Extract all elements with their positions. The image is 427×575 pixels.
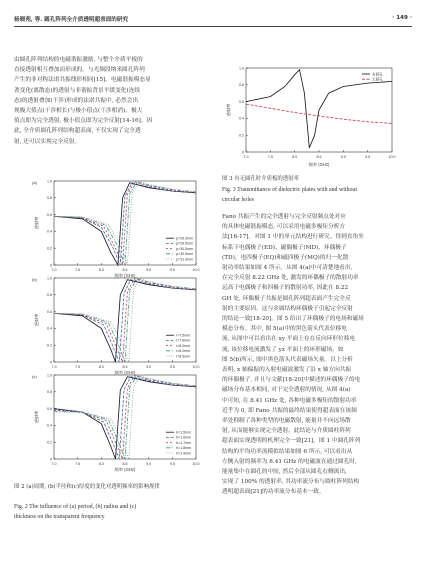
- x-axis-label: 频率 (GHz): [114, 273, 136, 278]
- fig2-caption-en-1: Fig. 2 The influence of (a) period, (b) radius and (c): [14, 504, 137, 510]
- fig3-caption-zh: 图 3 有无圆孔时介质板的透射率: [222, 176, 299, 182]
- body-text-line: 由圆孔阵列结构的电磁谐振激励, 与整个介质平板的: [14, 57, 143, 63]
- legend-label: h=1.7mm: [176, 440, 192, 445]
- fig2-caption-en-2: thickness on the transparent frequency: [14, 514, 105, 520]
- x-tick-label: 9.0: [146, 462, 152, 466]
- x-tick-label: 7.0: [51, 365, 57, 369]
- y-tick-label: 0.2: [47, 343, 52, 348]
- x-tick-label: 7.5: [75, 268, 81, 272]
- x-tick-label: 8.0: [98, 462, 104, 466]
- y-tick-label: 0.8: [47, 196, 52, 201]
- y-axis-label: 透射率: [226, 103, 231, 117]
- y-tick-label: 0: [50, 457, 52, 462]
- legend-label: p=30.0mm: [176, 246, 194, 251]
- legend-label: p=29.0mm: [176, 236, 194, 241]
- y-tick-label: 0.4: [47, 326, 52, 331]
- body-text-line: (TD)、电四极子(EQ)和磁四极子(MQ)的归一化散: [222, 254, 349, 261]
- series-line: [54, 183, 196, 265]
- y-axis-label: 透射率: [34, 313, 39, 327]
- y-tick-label: 0.4: [47, 229, 52, 234]
- x-tick-label: 8.5: [122, 365, 128, 369]
- x-tick-label: 10.0: [192, 462, 200, 466]
- legend-label: r=8.2mm: [176, 349, 191, 354]
- x-tick-label: 7.5: [75, 365, 81, 369]
- x-tick-label: 8.0: [98, 365, 104, 369]
- legend-label: 无圆孔: [372, 77, 383, 82]
- fig3-caption-en-2: circular holes: [222, 197, 254, 203]
- y-tick-label: 0.8: [239, 83, 244, 88]
- y-tick-label: 1.0: [239, 66, 244, 71]
- x-tick-label: 8.5: [316, 155, 322, 159]
- running-header: [14, 13, 412, 25]
- body-text-line: 能量集中在圆孔的中间, 然后全部从圆孔右侧流出,: [222, 469, 347, 476]
- body-text-line: 著变化(离散态)的透射与非谐振背景平缓变化(连续: [14, 87, 141, 94]
- page-number: · 149 ·: [392, 15, 412, 21]
- x-tick-label: 8.0: [292, 155, 298, 159]
- body-text-line: 态)的透射叠加(干涉)形成的法诺共振中, 必然会出: [14, 97, 139, 104]
- panel-label: (c): [32, 374, 37, 379]
- body-text-line: 射功率结果如图 4 所示。从图 4(a)中可清楚地看出,: [222, 265, 353, 272]
- body-text-line: 左侧入射的频率为 8.41 GHz 的电磁波在通过圆孔时,: [222, 458, 357, 465]
- body-text-line: 现极大值点(干涉相长)与极小值点(干涉相消)。极大: [14, 108, 143, 115]
- right-column-text: [222, 212, 412, 498]
- body-text-line: 法[16-17]。对图 1 中的单元结构进行研究。得到直角坐: [222, 234, 364, 241]
- body-text-line: 中可知, 在 8.41 GHz 处, 各种电磁多极矩的散射功率: [222, 397, 357, 404]
- x-tick-label: 9.5: [365, 155, 371, 159]
- y-tick-label: 0.2: [47, 246, 52, 251]
- legend-label: h=1.5mm: [176, 430, 192, 435]
- x-tick-label: 7.0: [51, 268, 57, 272]
- x-tick-label: 9.0: [340, 155, 346, 159]
- x-tick-label: 9.0: [146, 365, 152, 369]
- body-text-line: 值点即为完全透射, 极小值点即为完全反射[14-16]。因: [14, 118, 153, 125]
- y-tick-label: 0.8: [47, 293, 52, 298]
- y-tick-label: 0.2: [239, 133, 244, 138]
- y-tick-label: 0: [242, 150, 244, 155]
- series-line: [54, 182, 196, 265]
- x-tick-label: 7.0: [243, 155, 249, 159]
- panel-label: (b): [32, 277, 37, 282]
- body-text-line: 射, 还可以实现完全反射。: [14, 138, 81, 145]
- legend-label: h=1.9mm: [176, 451, 192, 456]
- body-text-line: 射, 从而能够实现完全透射。此结论与介质圆柱阵列: [222, 428, 351, 435]
- body-text-line: 实现了 100% 的透射率, 其功率流分布与圆柱阵列结构: [222, 479, 360, 486]
- body-text-line: 的结论一致[18-20]。图 5 给出了环偶极子的电场和磁场: [222, 316, 364, 323]
- x-tick-label: 9.5: [169, 365, 175, 369]
- body-text-line: 射的主要原因。这与金属结构环偶极子引起完全反射: [222, 305, 353, 312]
- legend-label: r=8.0mm: [176, 343, 191, 348]
- x-tick-label: 10.0: [388, 155, 396, 159]
- left-column-text: [14, 55, 208, 147]
- legend-label: h=1.6mm: [176, 435, 192, 440]
- y-tick-label: 0.6: [47, 212, 52, 217]
- body-text-line: 的环偶极子, 并且与文献[18-20]中描述的环偶极子的电: [222, 377, 361, 384]
- y-tick-label: 0: [50, 263, 52, 268]
- x-tick-label: 8.0: [98, 268, 104, 272]
- y-tick-label: 1.0: [47, 179, 52, 184]
- body-text-line: 标系下电偶极子(ED)、磁偶极子(MD)、环偶极子: [222, 244, 347, 251]
- legend-label: p=31.0mm: [176, 257, 194, 262]
- body-text-line: 率处抑制了各种类型的电磁散射, 能量并不向远场散: [222, 418, 351, 425]
- y-tick-label: 0.6: [47, 309, 52, 314]
- series-line: [54, 182, 196, 265]
- fig2-caption-zh: 图 2 (a)周期, (b)半径和(c)厚度的变化对透明频率的影响规律: [14, 484, 160, 490]
- series-line: [246, 70, 392, 148]
- legend-label: 有圆孔: [372, 72, 383, 77]
- x-tick-label: 7.5: [267, 155, 273, 159]
- x-tick-label: 10.0: [192, 365, 200, 369]
- legend-label: p=30.5mm: [176, 252, 194, 257]
- series-line: [54, 183, 196, 265]
- x-tick-label: 8.5: [122, 462, 128, 466]
- body-text-line: 模态分布。其中, 图 5(a)中的黑色箭头代表位移电: [222, 326, 347, 333]
- y-tick-label: 0.8: [47, 390, 52, 395]
- figure-2: [30, 173, 208, 475]
- fig3-caption-en-1: Fig. 3 Transmittance of dielectric plates with and without: [222, 187, 357, 193]
- body-text-line: 结构的平均功率流模拟结果如图 6 所示, 可以看出从: [222, 448, 353, 455]
- body-text-line: 近乎为 0, 即 Fano 共振的最终结果使得超表面在该频: [222, 407, 357, 414]
- x-axis-label: 频率 (GHz): [114, 370, 136, 375]
- x-tick-label: 8.5: [122, 268, 128, 272]
- y-tick-label: 0.4: [239, 116, 244, 121]
- legend-label: p=29.5mm: [176, 241, 194, 246]
- body-text-line: 的具体电磁谐振模态, 可以采用电磁多极矩分析方: [222, 224, 346, 231]
- figure-3: [222, 64, 400, 172]
- body-text-line: 透明超表面[21]的功率流分布基本一致。: [222, 489, 325, 496]
- body-text-line: Fano 共振产生的完全透射与完全反射频点处对应: [222, 214, 346, 220]
- body-text-line: 直接透射相互叠加而形成的。与光频段纳米圆孔阵列: [14, 67, 145, 74]
- x-tick-label: 10.0: [192, 268, 200, 272]
- x-tick-label: 7.5: [75, 462, 81, 466]
- body-text-line: 在完全反射 8.22 GHz 处, 激发的环偶极子的散射功率: [222, 275, 359, 282]
- legend-label: h=1.8mm: [176, 446, 192, 451]
- x-axis-label: 频率 (GHz): [308, 162, 330, 167]
- legend-label: r=7.5mm: [176, 333, 191, 338]
- x-tick-label: 9.5: [169, 268, 175, 272]
- body-text-line: 图 5(b)所示, 图中黑色箭头代表磁场矢量。以上分析: [222, 356, 353, 363]
- body-text-line: 流, 从图中可以看出在 xy 平面上存在反向环形位移电: [222, 336, 356, 343]
- body-text-line: 产生的非对称法诺共振线形相同[15]。电磁谐振模态显: [14, 77, 151, 84]
- body-text-line: 超表面实现透明的机理完全一致[21]。图 1 中圆孔阵列: [222, 438, 361, 445]
- x-tick-label: 9.0: [146, 268, 152, 272]
- body-text-line: GH 处, 环偶极子共振是圆孔阵列超表面产生完全反: [222, 295, 351, 302]
- running-title: 杨晓苑, 等. 圆孔阵列全介质透明超表面的研究: [14, 17, 129, 23]
- x-axis-label: 频率 (GHz): [114, 467, 136, 472]
- x-tick-label: 9.5: [169, 462, 175, 466]
- body-text-line: 此, 全介质圆孔阵列结构超表面, 不仅实现了完全透: [14, 128, 141, 135]
- legend-label: r=7.8mm: [176, 338, 191, 343]
- y-tick-label: 0.6: [47, 406, 52, 411]
- y-tick-label: 1.0: [47, 373, 52, 378]
- panel-label: (a): [32, 180, 37, 185]
- y-tick-label: 0.2: [47, 440, 52, 445]
- y-tick-label: 0.4: [47, 423, 52, 428]
- y-tick-label: 0: [50, 360, 52, 365]
- header-rule: [14, 26, 412, 27]
- body-text-line: 远高于电偶极子和四极子的散射功率, 因此在 8.22: [222, 285, 349, 292]
- y-tick-label: 1.0: [47, 276, 52, 281]
- legend-label: r=8.5mm: [176, 354, 191, 359]
- x-tick-label: 7.0: [51, 462, 57, 466]
- body-text-line: 表明, x 轴偏振的入射电磁波激发了沿 x 轴方向共振: [222, 367, 352, 374]
- body-text-line: 磁场分布基本相同, 对于完全透射的情况, 从图 4(a): [222, 387, 351, 394]
- y-tick-label: 0.6: [239, 99, 244, 104]
- series-line: [246, 104, 392, 123]
- y-axis-label: 透射率: [34, 216, 39, 230]
- y-axis-label: 透射率: [34, 410, 39, 424]
- body-text-line: 流, 该位移电流激发了 yz 平面上的环形磁场。如: [222, 346, 344, 353]
- series-line: [54, 182, 196, 265]
